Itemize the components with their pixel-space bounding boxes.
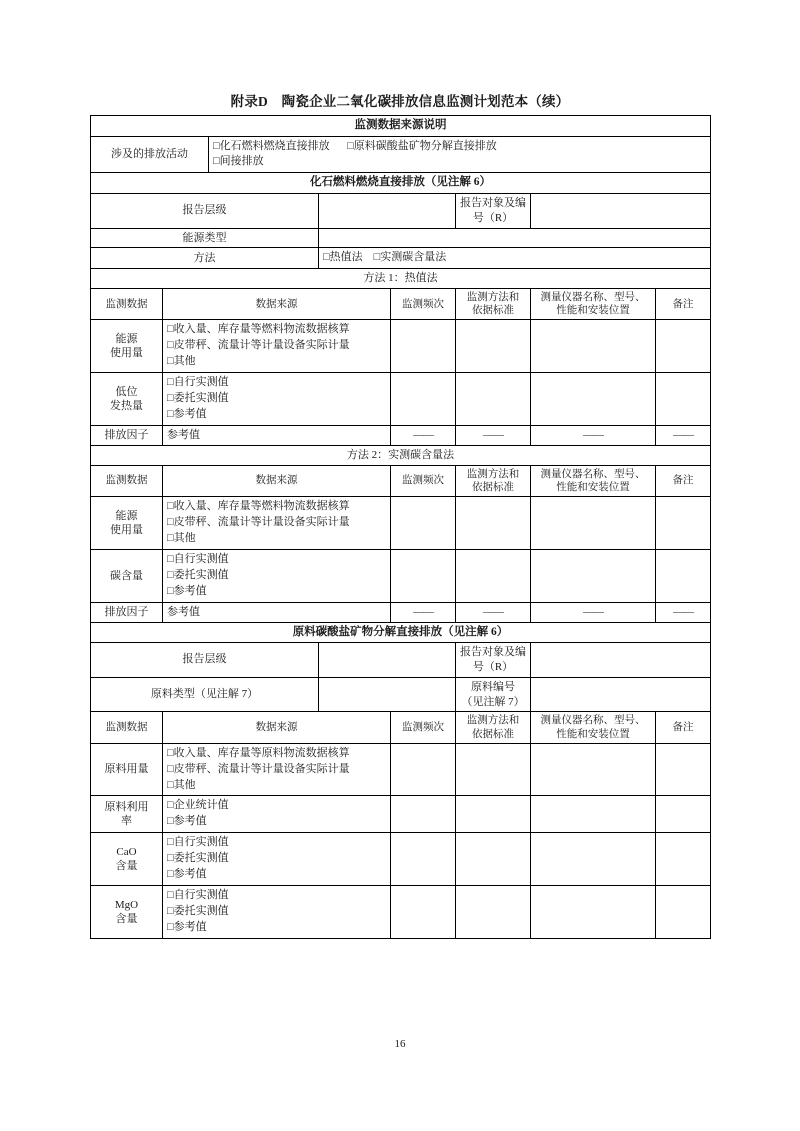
table-row xyxy=(91,426,711,446)
carb-row3-opt1[interactable]: □委托实测值 xyxy=(167,905,229,918)
header-monitor-method-line1: 监测方法和 xyxy=(466,292,520,304)
m1-row1-label-line2: 发热量 xyxy=(110,400,143,413)
table-row xyxy=(91,289,711,320)
carb-row3-options xyxy=(163,886,391,939)
carb-row3-label-line2: 含量 xyxy=(115,913,138,926)
m1-row1-label xyxy=(91,373,163,426)
header-instrument-m2-line2: 性能和安装位置 xyxy=(556,481,630,493)
table-row xyxy=(91,373,711,426)
m1-row0-label-line2: 使用量 xyxy=(110,347,143,360)
carb-row1-remark[interactable] xyxy=(656,796,711,833)
fossil-report-object-label: 报告对象及编号（R） xyxy=(456,193,531,228)
table-row xyxy=(91,445,711,465)
carb-material-code-label xyxy=(456,677,531,712)
monitoring-plan-form xyxy=(90,115,711,939)
table-row xyxy=(91,643,711,678)
method2-bar: 方法 2：实测碳含量法 xyxy=(91,445,711,465)
carb-material-code-label-line2: （见注解 7） xyxy=(461,695,525,708)
header-monitor-frequency: 监测频次 xyxy=(391,289,456,320)
m1-factor-source: 参考值 xyxy=(163,426,391,446)
checkbox-indirect[interactable]: □间接排放 xyxy=(213,155,264,168)
m1-row0-opt1[interactable]: □皮带秤、流量计等计量设备实际计量 xyxy=(167,339,350,352)
header-monitor-data-carb: 监测数据 xyxy=(91,712,163,743)
header-instrument-line1: 测量仪器名称、型号、 xyxy=(540,292,646,304)
m2-row1-remark[interactable] xyxy=(656,549,711,602)
table-row xyxy=(91,136,711,173)
carb-row1-options xyxy=(163,796,391,833)
m2-row0-label-line2: 使用量 xyxy=(110,523,143,536)
table-row xyxy=(91,833,711,886)
m2-row1-label xyxy=(91,549,163,602)
checkbox-fossil-direct[interactable]: □化石燃料燃烧直接排放 xyxy=(213,139,330,152)
carb-material-code-input[interactable] xyxy=(531,677,711,712)
header-monitor-frequency-m2: 监测频次 xyxy=(391,465,456,496)
m1-row1-frequency[interactable] xyxy=(391,373,456,426)
header-monitor-data: 监测数据 xyxy=(91,289,163,320)
header-data-source-carb: 数据来源 xyxy=(163,712,391,743)
m1-factor-method: —— xyxy=(456,426,531,446)
m1-factor-label: 排放因子 xyxy=(91,426,163,446)
header-monitor-method-m2 xyxy=(456,465,531,496)
carb-row3-instrument[interactable] xyxy=(531,886,656,939)
header-instrument-m2-line1: 测量仪器名称、型号、 xyxy=(540,468,646,480)
header-monitor-method-carb-line2: 依据标准 xyxy=(472,728,514,740)
m1-row1-remark[interactable] xyxy=(656,373,711,426)
m2-row1-opt1[interactable]: □委托实测值 xyxy=(167,568,229,581)
m1-row1-instrument[interactable] xyxy=(531,373,656,426)
header-instrument xyxy=(531,289,656,320)
carb-row2-opt1[interactable]: □委托实测值 xyxy=(167,852,229,865)
main-header-cell: 监测数据来源说明 xyxy=(91,116,711,137)
carb-row2-method[interactable] xyxy=(456,833,531,886)
m1-row0-label-line1: 能源 xyxy=(115,333,138,346)
m2-row1-method[interactable] xyxy=(456,549,531,602)
header-instrument-carb-line1: 测量仪器名称、型号、 xyxy=(540,715,646,727)
carb-row1-opt1[interactable]: □参考值 xyxy=(167,815,207,828)
method1-bar: 方法 1：热值法 xyxy=(91,269,711,289)
table-row xyxy=(91,549,711,602)
carb-row1-label-line2: 率 xyxy=(121,815,132,828)
carb-report-object-label: 报告对象及编号（R） xyxy=(456,643,531,678)
m1-row1-opt2[interactable]: □参考值 xyxy=(167,408,207,421)
header-instrument-line2: 性能和安装位置 xyxy=(556,305,630,317)
m1-row1-label-line1: 低位 xyxy=(115,385,138,398)
carb-row0-method[interactable] xyxy=(456,743,531,796)
m2-factor-remark: —— xyxy=(656,602,711,622)
carb-row0-label xyxy=(91,743,163,796)
m2-factor-instrument: —— xyxy=(531,602,656,622)
header-data-source-m2: 数据来源 xyxy=(163,465,391,496)
m1-row0-opt2[interactable]: □其他 xyxy=(167,355,196,368)
table-row xyxy=(91,269,711,289)
m1-factor-remark: —— xyxy=(656,426,711,446)
carb-row0-opt0[interactable]: □收入量、库存量等原料物流数据核算 xyxy=(167,746,350,759)
m1-row0-label xyxy=(91,320,163,373)
carb-row3-label-line1: MgO xyxy=(114,898,139,911)
header-instrument-carb xyxy=(531,712,656,743)
carb-row2-instrument[interactable] xyxy=(531,833,656,886)
table-row xyxy=(91,320,711,373)
table-row xyxy=(91,622,711,643)
m1-row1-options xyxy=(163,373,391,426)
fossil-report-object-input[interactable] xyxy=(531,193,711,228)
carb-row0-opt1[interactable]: □皮带秤、流量计等计量设备实际计量 xyxy=(167,762,350,775)
carb-report-level-input[interactable] xyxy=(319,643,456,678)
header-monitor-method xyxy=(456,289,531,320)
m2-row1-opt0[interactable]: □自行实测值 xyxy=(167,552,229,565)
m1-row0-frequency[interactable] xyxy=(391,320,456,373)
m2-factor-frequency: —— xyxy=(391,602,456,622)
header-monitor-method-carb-line1: 监测方法和 xyxy=(466,715,520,727)
table-row xyxy=(91,602,711,622)
header-monitor-method-carb xyxy=(456,712,531,743)
m2-row1-options xyxy=(163,549,391,602)
header-instrument-m2 xyxy=(531,465,656,496)
m1-row0-method[interactable] xyxy=(456,320,531,373)
table-row xyxy=(91,248,711,269)
table-row xyxy=(91,886,711,939)
carb-row3-method[interactable] xyxy=(456,886,531,939)
m2-row0-method[interactable] xyxy=(456,497,531,550)
header-remark-carb: 备注 xyxy=(656,712,711,743)
carb-row3-opt2[interactable]: □参考值 xyxy=(167,921,207,934)
carb-row2-opt2[interactable]: □参考值 xyxy=(167,868,207,881)
m2-row0-options xyxy=(163,497,391,550)
emission-activity-options xyxy=(209,136,711,173)
m2-row1-frequency[interactable] xyxy=(391,549,456,602)
m2-row1-instrument[interactable] xyxy=(531,549,656,602)
fossil-report-level-input[interactable] xyxy=(319,193,456,228)
carb-row1-label xyxy=(91,796,163,833)
header-instrument-carb-line2: 性能和安装位置 xyxy=(556,728,630,740)
m2-row0-frequency[interactable] xyxy=(391,497,456,550)
carb-row2-frequency[interactable] xyxy=(391,833,456,886)
carb-row2-label-line1: CaO xyxy=(116,845,137,858)
carb-report-object-input[interactable] xyxy=(531,643,711,678)
carb-row2-label-line2: 含量 xyxy=(115,860,138,873)
carb-row3-label xyxy=(91,886,163,939)
m2-row0-label-line1: 能源 xyxy=(115,509,138,522)
carb-material-code-label-line1: 原料编号 xyxy=(471,680,515,693)
table-row xyxy=(91,677,711,712)
fossil-energy-type-input[interactable] xyxy=(319,228,711,248)
carb-row2-options xyxy=(163,833,391,886)
carb-row2-label xyxy=(91,833,163,886)
table-row xyxy=(91,116,711,137)
header-remark: 备注 xyxy=(656,289,711,320)
m1-row0-options xyxy=(163,320,391,373)
checkbox-carbonate-direct[interactable]: □原料碳酸盐矿物分解直接排放 xyxy=(347,139,497,152)
emission-activity-label: 涉及的排放活动 xyxy=(91,136,209,173)
table-row xyxy=(91,465,711,496)
fossil-report-level-label: 报告层级 xyxy=(91,193,319,228)
table-row xyxy=(91,497,711,550)
carb-row1-label-line1: 原料利用 xyxy=(104,801,149,814)
m1-row0-opt0[interactable]: □收入量、库存量等燃料物流数据核算 xyxy=(167,323,350,336)
carb-row3-opt0[interactable]: □自行实测值 xyxy=(167,889,229,902)
table-row xyxy=(91,193,711,228)
m2-row0-opt1[interactable]: □皮带秤、流量计等计量设备实际计量 xyxy=(167,515,350,528)
m2-row0-instrument[interactable] xyxy=(531,497,656,550)
header-monitor-data-m2: 监测数据 xyxy=(91,465,163,496)
table-row xyxy=(91,796,711,833)
m1-row1-opt1[interactable]: □委托实测值 xyxy=(167,392,229,405)
m2-row0-remark[interactable] xyxy=(656,497,711,550)
carb-row1-method[interactable] xyxy=(456,796,531,833)
table-row xyxy=(91,743,711,796)
carb-row1-frequency[interactable] xyxy=(391,796,456,833)
fossil-method-options[interactable]: □热值法 □实测碳含量法 xyxy=(319,248,711,269)
carb-row2-remark[interactable] xyxy=(656,833,711,886)
m2-row0-label xyxy=(91,497,163,550)
m2-factor-source: 参考值 xyxy=(163,602,391,622)
carb-row3-remark[interactable] xyxy=(656,886,711,939)
carb-row0-label-line1: 原料用量 xyxy=(104,763,149,776)
carb-row0-remark[interactable] xyxy=(656,743,711,796)
header-data-source: 数据来源 xyxy=(163,289,391,320)
carb-row1-opt0[interactable]: □企业统计值 xyxy=(167,799,229,812)
m2-row1-label-line1: 碳含量 xyxy=(110,569,143,582)
header-monitor-method-line2: 依据标准 xyxy=(472,305,514,317)
table-row xyxy=(91,173,711,194)
header-monitor-frequency-carb: 监测频次 xyxy=(391,712,456,743)
carb-row0-options xyxy=(163,743,391,796)
fossil-method-label: 方法 xyxy=(91,248,319,269)
carb-row0-instrument[interactable] xyxy=(531,743,656,796)
m2-factor-label: 排放因子 xyxy=(91,602,163,622)
m1-row1-opt0[interactable]: □自行实测值 xyxy=(167,376,229,389)
header-remark-m2: 备注 xyxy=(656,465,711,496)
carb-material-type-label: 原料类型（见注解 7） xyxy=(91,677,319,712)
carb-row3-frequency[interactable] xyxy=(391,886,456,939)
m2-row1-opt2[interactable]: □参考值 xyxy=(167,584,207,597)
m1-row0-remark[interactable] xyxy=(656,320,711,373)
carb-report-level-label: 报告层级 xyxy=(91,643,319,678)
m1-factor-frequency: —— xyxy=(391,426,456,446)
header-monitor-method-m2-line1: 监测方法和 xyxy=(466,468,520,480)
page-title: 附录D 陶瓷企业二氧化碳排放信息监测计划范本（续） xyxy=(230,94,570,109)
section-carbonate-title: 原料碳酸盐矿物分解直接排放（见注解 6） xyxy=(91,622,711,643)
fossil-energy-type-label: 能源类型 xyxy=(91,228,319,248)
carb-row1-instrument[interactable] xyxy=(531,796,656,833)
carb-row0-opt2[interactable]: □其他 xyxy=(167,778,196,791)
m1-row1-method[interactable] xyxy=(456,373,531,426)
m2-row0-opt2[interactable]: □其他 xyxy=(167,531,196,544)
table-row xyxy=(91,228,711,248)
m1-row0-instrument[interactable] xyxy=(531,320,656,373)
carb-row0-frequency[interactable] xyxy=(391,743,456,796)
carb-material-type-input[interactable] xyxy=(319,677,456,712)
carb-row2-opt0[interactable]: □自行实测值 xyxy=(167,836,229,849)
m1-factor-instrument: —— xyxy=(531,426,656,446)
header-monitor-method-m2-line2: 依据标准 xyxy=(472,481,514,493)
page-number: 16 xyxy=(394,1038,406,1050)
m2-factor-method: —— xyxy=(456,602,531,622)
section-fossil-title: 化石燃料燃烧直接排放（见注解 6） xyxy=(91,173,711,194)
table-row xyxy=(91,712,711,743)
m2-row0-opt0[interactable]: □收入量、库存量等燃料物流数据核算 xyxy=(167,500,350,513)
